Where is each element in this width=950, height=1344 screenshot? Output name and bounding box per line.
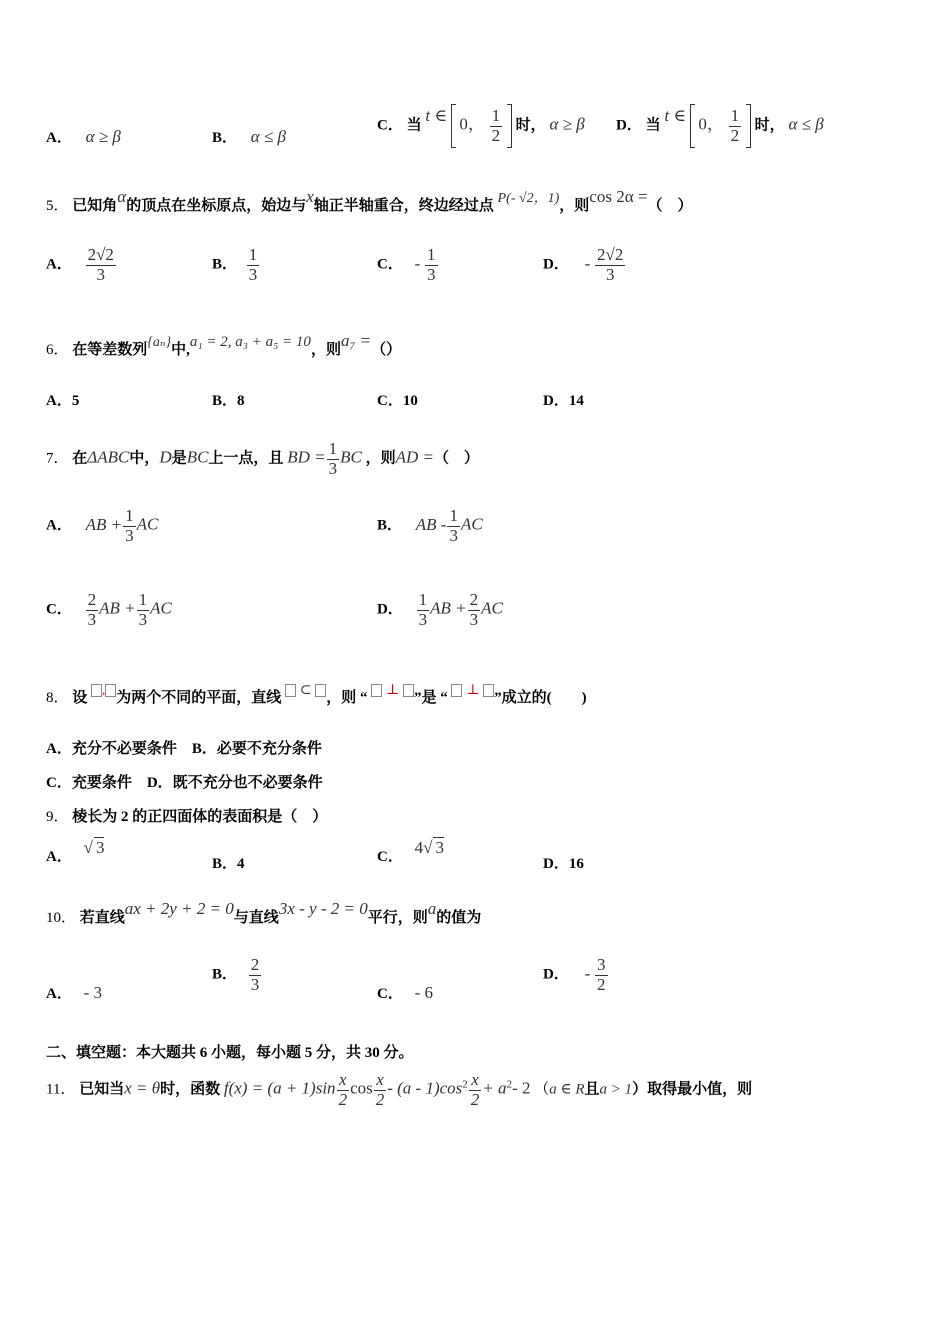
question-5-text-2: 的顶点在坐标原点，始边与 bbox=[126, 198, 307, 214]
q4-option-c-prefix: 当 bbox=[406, 117, 422, 134]
question-11-frac2-denominator: 2 bbox=[375, 1089, 385, 1109]
question-6-condition: a₁ = 2, a₃ + a₅ = 10 bbox=[189, 334, 311, 350]
question-10-text-4: 的值为 bbox=[436, 910, 482, 926]
q7-option-b-denominator: 3 bbox=[449, 525, 458, 545]
q9-option-d: D．16 bbox=[543, 856, 584, 872]
question-7-text-3: 是 bbox=[171, 450, 187, 467]
q7-option-c-denominator-2: 3 bbox=[138, 609, 148, 629]
q4-option-c-half-numerator: 1 bbox=[491, 105, 501, 125]
question-7-triangle: ΔABC bbox=[87, 447, 130, 467]
question-11-text-2: 时，函数 bbox=[160, 1081, 221, 1098]
q5-option-b-denominator: 3 bbox=[248, 264, 258, 284]
q4-option-d-half-denominator: 2 bbox=[730, 125, 740, 145]
question-11-frac1-numerator: x bbox=[337, 1071, 350, 1091]
question-7-text-2: 中， bbox=[129, 450, 160, 467]
plane-placeholder bbox=[315, 684, 326, 697]
question-8-text-1: 设 bbox=[72, 690, 88, 706]
question-6-sequence: {aₙ} bbox=[147, 335, 172, 350]
question-8-perp-symbol-1: ⊥ bbox=[386, 683, 400, 698]
q7-option-b-numerator: 1 bbox=[449, 506, 458, 525]
question-8-text-4: ”是 “ bbox=[413, 690, 448, 706]
q5-option-d-label: D． bbox=[543, 256, 569, 273]
question-6-text-2: 中, bbox=[171, 342, 190, 358]
question-11-number: 11． bbox=[46, 1081, 76, 1098]
q7-option-d bbox=[377, 591, 503, 629]
question-11-function-left: f(x) = (a + 1)sin bbox=[223, 1078, 336, 1098]
question-5-number: 5． bbox=[46, 198, 69, 214]
q5-option-d-numerator: 2√2 bbox=[597, 245, 624, 264]
q4-option-d-prefix: 当 bbox=[645, 117, 661, 134]
q10-option-a-math: - 3 bbox=[83, 983, 103, 1002]
question-10-a: a bbox=[427, 899, 437, 918]
q7-option-b-right: AC bbox=[460, 514, 483, 534]
q9-option-c-label: C． bbox=[377, 849, 403, 865]
question-5-text-1: 已知角 bbox=[72, 198, 118, 214]
q4-option-d-half-numerator: 1 bbox=[730, 105, 740, 125]
question-11-condition: x = θ bbox=[124, 1078, 161, 1098]
question-7-text-5: ，则 bbox=[365, 450, 396, 467]
q5-option-b-numerator: 1 bbox=[248, 245, 258, 264]
question-7-bc: BC bbox=[186, 447, 209, 467]
question-7-target: AD = bbox=[395, 447, 434, 467]
line-placeholder bbox=[285, 684, 296, 697]
q10-option-d-label: D． bbox=[543, 966, 569, 983]
q4-option-b-math: α ≤ β bbox=[250, 127, 286, 146]
q10-option-b-numerator: 2 bbox=[250, 955, 260, 974]
q10-option-d bbox=[543, 956, 609, 994]
question-9 bbox=[46, 805, 327, 826]
question-11-text-4: 且 bbox=[584, 1081, 600, 1098]
q4-option-c-math: α ≥ β bbox=[549, 114, 585, 134]
plane-placeholder-3 bbox=[451, 684, 462, 697]
question-7-text-6: （ ） bbox=[433, 450, 479, 467]
q4-option-b bbox=[212, 126, 286, 147]
question-5-point: P(- √2，1) bbox=[497, 191, 560, 206]
q6-option-a: A．5 bbox=[46, 393, 80, 409]
question-11-plus: + a bbox=[482, 1078, 507, 1098]
plane-placeholder-2 bbox=[403, 684, 414, 697]
q5-option-c-sign: - bbox=[414, 253, 421, 273]
q7-option-d-label: D． bbox=[377, 601, 403, 618]
question-8 bbox=[46, 682, 587, 707]
question-10-text-3: 平行，则 bbox=[367, 910, 428, 926]
q7-option-d-middle: AB + bbox=[430, 598, 467, 618]
question-5-x: x bbox=[306, 187, 314, 206]
question-6-text-3: ，则 bbox=[310, 342, 341, 358]
q4-option-b-label: B． bbox=[212, 130, 238, 146]
q4-option-c-half-denominator: 2 bbox=[491, 125, 501, 145]
question-11-cos: cos bbox=[350, 1078, 373, 1098]
q10-option-d-denominator: 2 bbox=[597, 974, 606, 994]
question-11-square-1: 2 bbox=[462, 1078, 468, 1091]
question-9-text: 棱长为 2 的正四面体的表面积是（ ） bbox=[72, 809, 328, 825]
question-7-condition-left: BD = bbox=[287, 447, 326, 467]
q4-option-a-math: α ≥ β bbox=[85, 127, 121, 146]
q4-option-a-label: A． bbox=[46, 130, 72, 146]
q10-option-c-label: C． bbox=[377, 986, 403, 1002]
q5-option-a-label: A． bbox=[46, 256, 72, 273]
q7-option-c-right: AC bbox=[150, 598, 172, 618]
q4-option-d-left-bracket bbox=[690, 104, 695, 148]
plane-placeholder-4 bbox=[483, 684, 494, 697]
q9-option-a-math: 3 bbox=[95, 838, 105, 857]
question-10-text-1: 若直线 bbox=[79, 910, 125, 926]
q4-option-c-t: t ∈ bbox=[425, 106, 447, 126]
q5-option-b bbox=[212, 246, 260, 284]
q4-option-c-zero: 0， bbox=[459, 114, 485, 134]
question-6-number: 6． bbox=[46, 342, 69, 358]
q4-option-a bbox=[46, 126, 121, 147]
question-11-frac3-denominator: 2 bbox=[470, 1089, 480, 1109]
question-5 bbox=[46, 187, 693, 215]
question-7-condition-right: BC bbox=[340, 447, 362, 467]
q9-option-c-math: 3 bbox=[435, 838, 444, 857]
q10-option-c bbox=[377, 982, 433, 1003]
question-8-number: 8． bbox=[46, 690, 69, 706]
q5-option-b-label: B． bbox=[212, 256, 238, 273]
q9-option-a-label: A． bbox=[46, 849, 72, 865]
q5-option-d-denominator: 3 bbox=[605, 264, 615, 284]
q4-option-c-right-bracket bbox=[507, 104, 512, 148]
q7-option-c-denominator-1: 3 bbox=[87, 609, 97, 629]
question-11-middle: - (a - 1)cos bbox=[387, 1078, 463, 1098]
question-7 bbox=[46, 440, 479, 478]
question-5-text-4: ，则 bbox=[559, 198, 590, 214]
q7-option-c-numerator-1: 2 bbox=[87, 590, 97, 609]
q4-option-c-suffix: 时， bbox=[515, 117, 546, 134]
q5-option-a bbox=[46, 246, 117, 284]
question-10-line-2: 3x - y - 2 = 0 bbox=[278, 899, 368, 918]
question-11-text-5: ）取得最小值，则 bbox=[632, 1081, 753, 1098]
q7-option-a bbox=[46, 507, 158, 545]
q10-option-d-numerator: 3 bbox=[597, 955, 606, 974]
q7-option-c bbox=[46, 591, 172, 629]
q4-option-d-math: α ≤ β bbox=[788, 114, 824, 134]
q4-option-c-label: C． bbox=[377, 117, 403, 134]
q5-option-a-denominator: 3 bbox=[96, 264, 106, 284]
question-11 bbox=[46, 1071, 752, 1109]
q5-option-c bbox=[377, 246, 439, 284]
question-10-text-2: 与直线 bbox=[233, 910, 279, 926]
q4-option-d-zero: 0， bbox=[698, 114, 724, 134]
q5-option-d bbox=[543, 246, 626, 284]
question-8-separator: , bbox=[102, 682, 106, 697]
q7-option-d-right: AC bbox=[481, 598, 503, 618]
q9-option-c: C． 4√ 3 bbox=[377, 838, 444, 865]
plane-alpha-placeholder bbox=[91, 684, 102, 697]
question-7-condition-numerator: 1 bbox=[328, 439, 338, 458]
q4-option-c bbox=[377, 104, 585, 148]
question-7-number: 7． bbox=[46, 450, 69, 467]
q4-option-d-right-bracket bbox=[746, 104, 751, 148]
q4-option-d-label: D． bbox=[616, 117, 642, 134]
q7-option-d-numerator-1: 1 bbox=[418, 590, 428, 609]
q7-option-c-label: C． bbox=[46, 601, 72, 618]
q7-option-a-left: AB + bbox=[85, 514, 123, 534]
q5-option-c-label: C． bbox=[377, 256, 403, 273]
question-6-target: a₇ = bbox=[340, 331, 372, 350]
q7-option-c-numerator-2: 1 bbox=[138, 590, 148, 609]
question-11-square-2: 2 bbox=[506, 1078, 513, 1091]
question-11-text-3: （ bbox=[534, 1081, 550, 1098]
question-8-perp-symbol-2: ⊥ bbox=[466, 683, 480, 698]
q7-option-d-denominator-2: 3 bbox=[469, 609, 479, 629]
section-2-title: 二、填空题：本大题共 6 小题，每小题 5 分，共 30 分。 bbox=[46, 1045, 414, 1061]
question-5-text-5: （ ） bbox=[647, 198, 693, 214]
question-6 bbox=[46, 331, 402, 359]
q5-option-d-sign: - bbox=[584, 253, 591, 273]
q10-option-b bbox=[212, 956, 262, 994]
question-10-number: 10． bbox=[46, 910, 77, 926]
q7-option-a-numerator: 1 bbox=[125, 506, 134, 525]
q8-options-row-2: C．充要条件 D．既不充分也不必要条件 bbox=[46, 775, 323, 791]
q10-option-d-sign: - bbox=[584, 963, 591, 983]
question-11-frac3-numerator: x bbox=[469, 1071, 482, 1091]
q7-option-b bbox=[377, 507, 483, 545]
question-7-text-1: 在 bbox=[72, 450, 88, 467]
q6-option-d: D．14 bbox=[543, 393, 584, 409]
question-8-text-2: 为两个不同的平面，直线 bbox=[116, 690, 282, 706]
q5-option-c-denominator: 3 bbox=[427, 264, 436, 284]
question-8-text-3: ，则 “ bbox=[326, 690, 368, 706]
question-11-frac2-numerator: x bbox=[374, 1071, 387, 1091]
q7-option-a-right: AC bbox=[136, 514, 159, 534]
q8-options-row-1: A．充分不必要条件 B．必要不充分条件 bbox=[46, 741, 322, 757]
q6-option-b: B．8 bbox=[212, 393, 245, 409]
question-11-text-1: 已知当 bbox=[79, 1081, 125, 1098]
q10-option-a bbox=[46, 982, 102, 1003]
question-8-text-5: ”成立的( ) bbox=[494, 690, 587, 706]
q5-option-a-numerator: 2√2 bbox=[87, 245, 114, 264]
q7-option-d-denominator-1: 3 bbox=[418, 609, 428, 629]
q4-option-c-left-bracket bbox=[451, 104, 456, 148]
question-11-frac1-denominator: 2 bbox=[338, 1089, 348, 1109]
question-6-text-4: （） bbox=[371, 342, 402, 358]
question-8-subset-symbol: ⊂ bbox=[299, 683, 312, 698]
q9-option-b: B．4 bbox=[212, 856, 245, 872]
question-11-domain: a ∈ R bbox=[549, 1081, 585, 1098]
line-placeholder-2 bbox=[371, 684, 382, 697]
question-6-text-1: 在等差数列 bbox=[72, 342, 148, 358]
question-5-alpha: α bbox=[117, 187, 127, 206]
q7-option-b-left: AB - bbox=[415, 514, 447, 534]
q10-option-a-label: A． bbox=[46, 986, 72, 1002]
q9-option-a: A． √ 3 bbox=[46, 838, 105, 865]
q4-option-d-t: t ∈ bbox=[664, 106, 686, 126]
q6-option-c: C．10 bbox=[377, 393, 418, 409]
q4-option-d-suffix: 时， bbox=[754, 117, 785, 134]
plane-beta-placeholder bbox=[105, 684, 116, 697]
question-5-expression: cos 2α = bbox=[589, 187, 648, 206]
question-7-condition-denominator: 3 bbox=[328, 458, 338, 478]
question-11-domain-2: a > 1 bbox=[599, 1081, 633, 1098]
q10-option-b-label: B． bbox=[212, 966, 238, 983]
question-10-line-1: ax + 2y + 2 = 0 bbox=[124, 899, 234, 918]
question-7-text-4: 上一点，且 bbox=[208, 450, 284, 467]
q7-option-d-numerator-2: 2 bbox=[469, 590, 479, 609]
q4-option-d bbox=[616, 104, 824, 148]
q10-option-b-denominator: 3 bbox=[250, 974, 260, 994]
question-5-text-3: 轴正半轴重合，终边经过点 bbox=[313, 198, 494, 214]
question-7-point-d: D bbox=[159, 447, 172, 467]
question-10 bbox=[46, 899, 482, 927]
q10-option-c-math: - 6 bbox=[414, 983, 434, 1002]
q7-option-a-label: A． bbox=[46, 517, 72, 534]
q9-option-c-coefficient: 4 bbox=[414, 838, 424, 857]
question-11-tail: - 2 bbox=[512, 1078, 531, 1098]
question-9-number: 9． bbox=[46, 809, 69, 825]
q5-option-c-numerator: 1 bbox=[427, 245, 436, 264]
q7-option-b-label: B． bbox=[377, 517, 403, 534]
q7-option-a-denominator: 3 bbox=[125, 525, 134, 545]
q7-option-c-middle: AB + bbox=[99, 598, 136, 618]
